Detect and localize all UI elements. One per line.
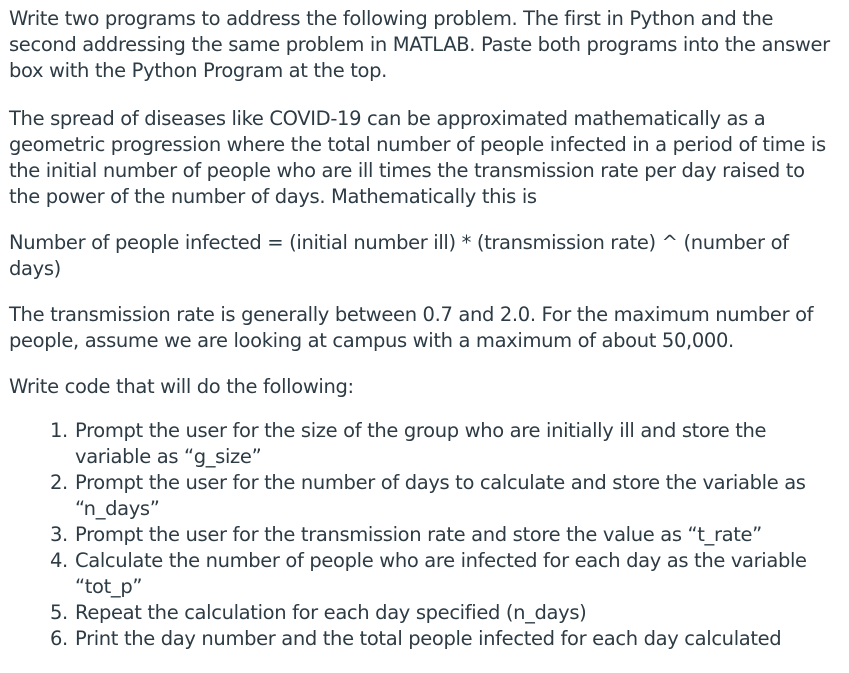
list-item-text: Print the day number and the total people infected for each day calculated — [75, 627, 782, 650]
list-item — [9, 626, 839, 652]
list-item — [9, 600, 839, 626]
list-item — [9, 418, 839, 470]
list-item-text: Prompt the user for the size of the group who are initially ill and store the variable as “g_size” — [75, 419, 767, 468]
list-item-number: 2. — [50, 471, 68, 494]
intro-paragraph: Write two programs to address the following problem. The first in Python and the second addressing the same problem in MATLAB. Paste both programs into the answer box with the Python Program at the top. — [9, 7, 830, 82]
list-item — [9, 470, 839, 522]
list-item — [9, 548, 839, 600]
transmission-rate-paragraph: The transmission rate is generally between 0.7 and 2.0. For the maximum number of people, assume we are looking at campus with a maximum of about 50,000. — [9, 303, 814, 352]
disease-spread-paragraph: The spread of diseases like COVID-19 can be approximated mathematically as a geometric progression where the total number of people infected in a period of time is the initial number of people who are ill times the transmission rate per day raised to the power of the number of days. Mathematically this is — [9, 107, 826, 208]
list-item-number: 6. — [50, 627, 68, 650]
list-item-text: Repeat the calculation for each day specified (n_days) — [75, 601, 587, 624]
list-item-text: Calculate the number of people who are infected for each day as the variable “tot_p” — [75, 549, 807, 598]
instructions-heading: Write code that will do the following: — [9, 375, 354, 398]
list-item-number: 4. — [50, 549, 68, 572]
list-item-text: Prompt the user for the transmission rate and store the value as “t_rate” — [75, 523, 762, 546]
formula-paragraph: Number of people infected = (initial number ill) * (transmission rate) ^ (number of days) — [9, 231, 789, 280]
list-item-number: 1. — [50, 419, 68, 442]
list-item-number: 3. — [50, 523, 68, 546]
steps-list — [9, 418, 839, 652]
list-item — [9, 522, 839, 548]
list-item-text: Prompt the user for the number of days to calculate and store the variable as “n_days” — [75, 471, 806, 520]
list-item-number: 5. — [50, 601, 68, 624]
